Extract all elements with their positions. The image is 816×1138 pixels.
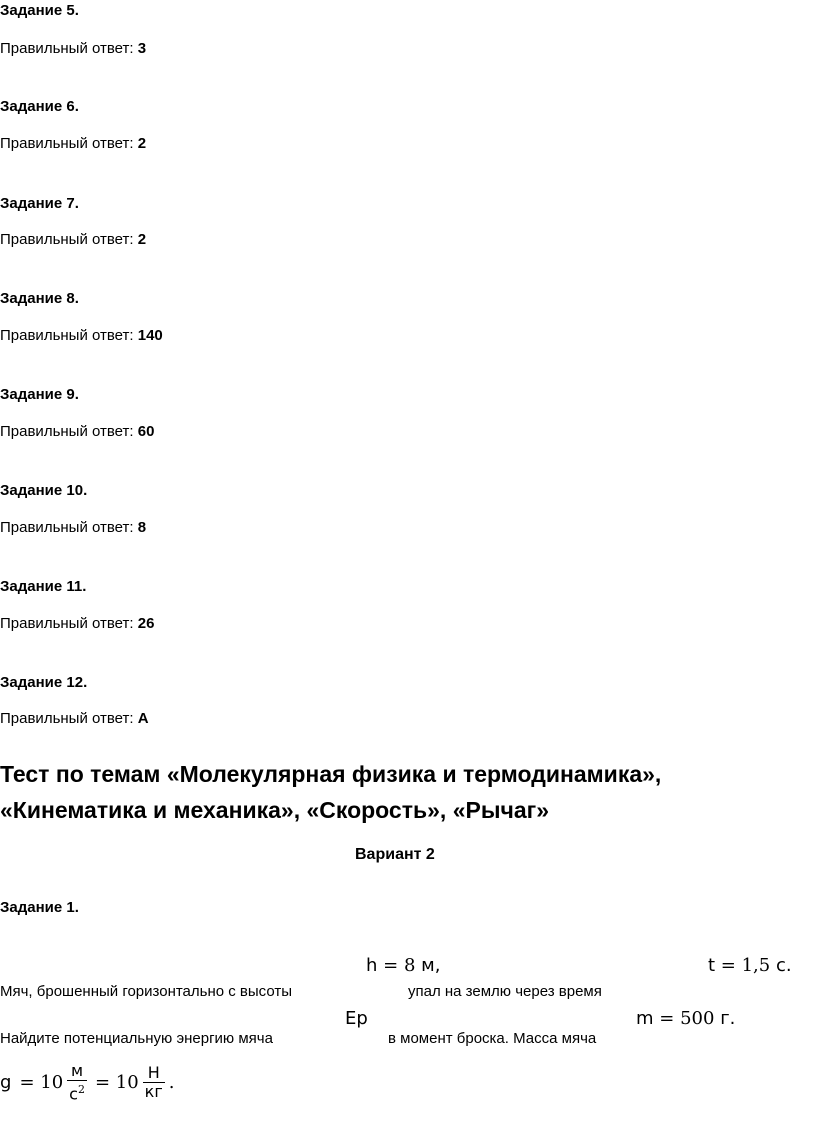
- time-value: = 1,5: [720, 955, 771, 976]
- answer-label: Правильный ответ:: [0, 710, 138, 727]
- fraction-denominator-power: 2: [77, 1083, 85, 1096]
- task1-text-part4: в момент броска. Масса мяча: [388, 1030, 597, 1047]
- fraction-denominator: [67, 1080, 87, 1103]
- answer-label: Правильный ответ:: [0, 327, 138, 344]
- task1-text-part2: упал на землю через время: [408, 983, 602, 1000]
- answer-label: Правильный ответ:: [0, 231, 138, 248]
- task-title: Задание 10.: [0, 482, 88, 499]
- answer-line: [0, 231, 146, 248]
- mass-symbol: m: [636, 1008, 654, 1029]
- task1-text-part1: Мяч, брошенный горизонтально с высоты: [0, 983, 293, 1000]
- answer-line: [0, 615, 154, 632]
- fraction-numerator: м: [71, 1061, 84, 1080]
- gravity-symbol: g: [0, 1072, 12, 1094]
- formula-height: [366, 955, 440, 976]
- mass-value: = 500: [659, 1008, 715, 1029]
- answer-value: А: [137, 710, 149, 727]
- test-heading: Тест по темам «Молекулярная физика и термодинамика», «Кинематика и механика», «Скорость», «Рычаг»: [0, 761, 662, 823]
- answer-value: 8: [137, 519, 147, 536]
- gravity-end: .: [168, 1072, 175, 1094]
- formula-time: [708, 955, 792, 976]
- answer-value: 140: [137, 327, 163, 344]
- task-title: Задание 8.: [0, 290, 79, 307]
- energy-symbol: Ep: [345, 1008, 368, 1029]
- time-unit: с.: [775, 955, 792, 976]
- answer-line: [0, 519, 146, 536]
- answer-value: 3: [137, 40, 147, 57]
- formula-mass: [636, 1008, 735, 1029]
- formula-gravity: [0, 1062, 174, 1103]
- answer-value: 2: [137, 135, 147, 152]
- variant-label: Вариант 2: [355, 846, 435, 863]
- height-value: = 8: [383, 955, 416, 976]
- formula-energy: [345, 1008, 368, 1029]
- answer-line: [0, 135, 146, 152]
- height-unit: м,: [421, 955, 441, 976]
- gravity-eq1: = 10: [19, 1072, 64, 1094]
- task-title: Задание 11.: [0, 578, 87, 595]
- answer-value: 2: [137, 231, 147, 248]
- fraction-n-per-kg: [143, 1064, 165, 1101]
- task-title: Задание 9.: [0, 386, 79, 403]
- answer-line: [0, 710, 149, 727]
- answer-label: Правильный ответ:: [0, 519, 138, 536]
- answer-label: Правильный ответ:: [0, 135, 138, 152]
- fraction-numerator: Н: [147, 1063, 160, 1083]
- fraction-m-per-s2: [67, 1062, 87, 1103]
- answer-line: [0, 423, 154, 440]
- height-symbol: h: [366, 955, 378, 976]
- answer-value: 60: [137, 423, 155, 440]
- answer-label: Правильный ответ:: [0, 40, 138, 57]
- gravity-eq2: = 10: [94, 1072, 139, 1094]
- task-title: Задание 6.: [0, 98, 79, 115]
- answer-value: 26: [137, 615, 155, 632]
- answer-line: [0, 327, 163, 344]
- fraction-denominator-base: с: [69, 1084, 78, 1104]
- answer-line: [0, 40, 146, 57]
- task1-title: Задание 1.: [0, 899, 79, 916]
- answer-label: Правильный ответ:: [0, 423, 138, 440]
- answer-label: Правильный ответ:: [0, 615, 138, 632]
- time-symbol: t: [708, 955, 716, 976]
- mass-unit: г.: [720, 1008, 736, 1029]
- fraction-denominator: кг: [144, 1082, 163, 1102]
- task1-text-part3: Найдите потенциальную энергию мяча: [0, 1030, 273, 1047]
- task-title: Задание 12.: [0, 674, 88, 691]
- task-title: Задание 7.: [0, 195, 79, 212]
- task-title: Задание 5.: [0, 2, 79, 19]
